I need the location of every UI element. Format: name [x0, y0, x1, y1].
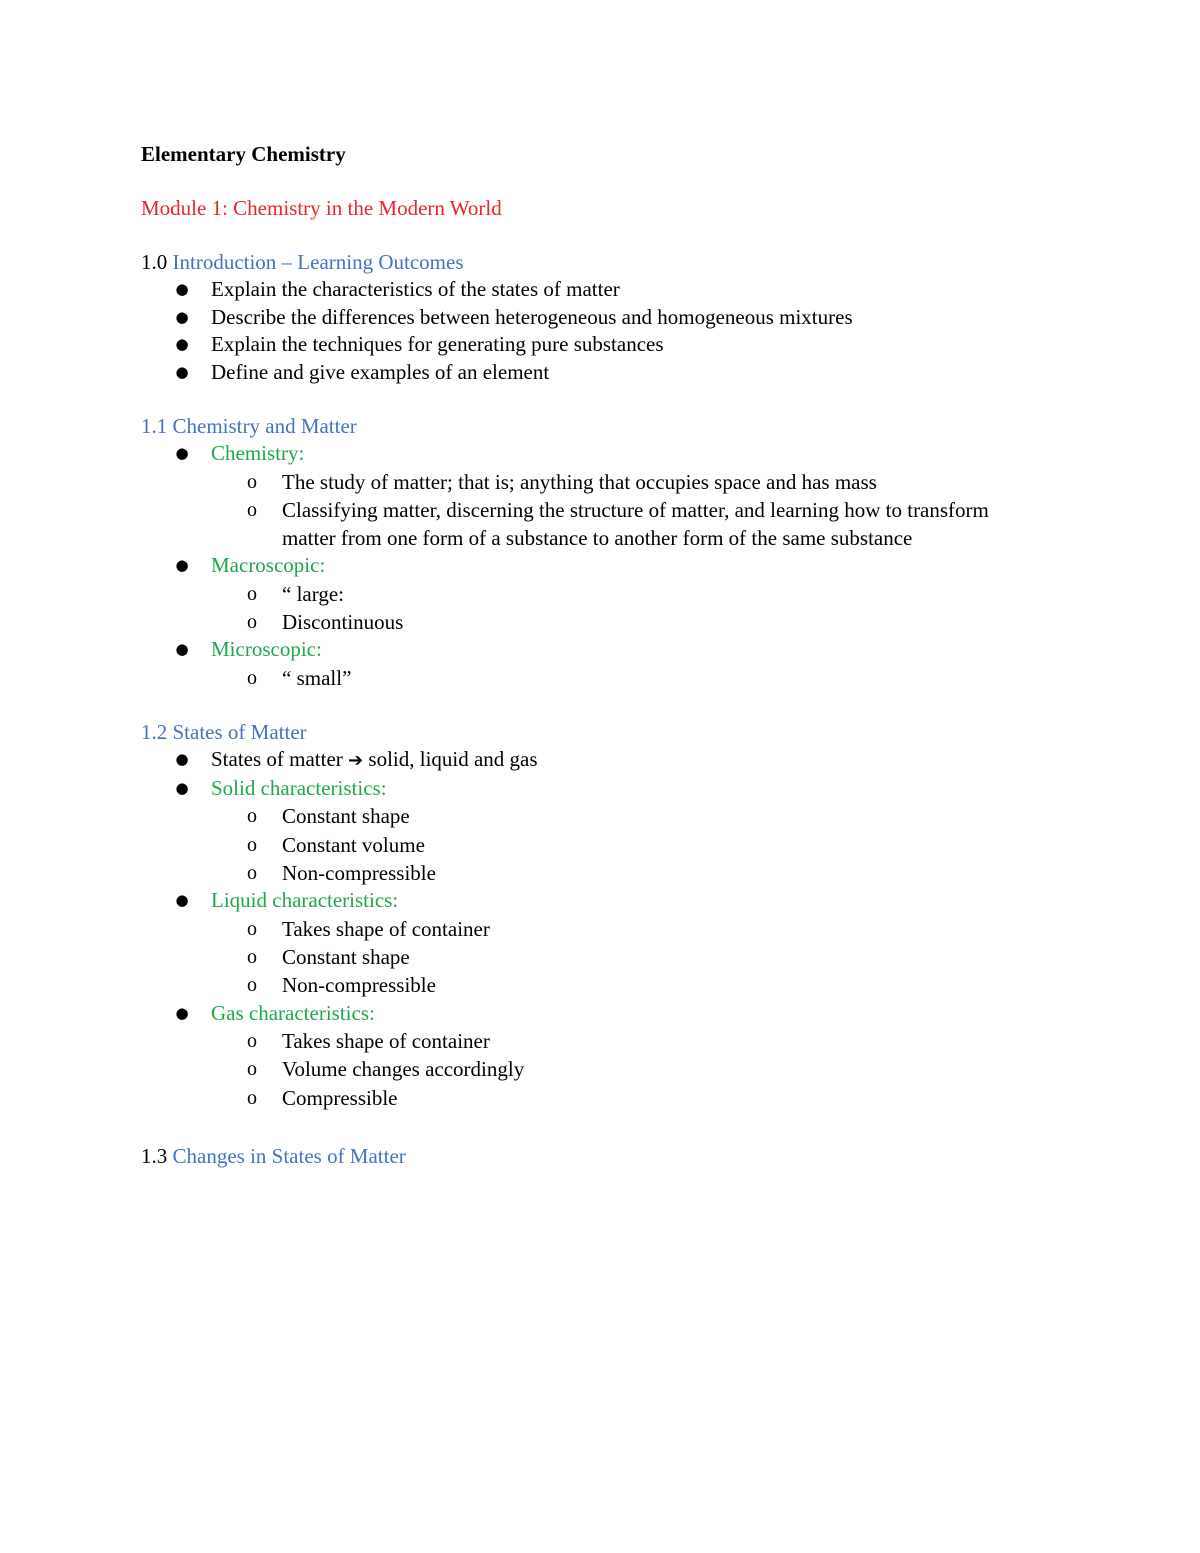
list-item	[141, 304, 1041, 332]
bullet-icon: ●	[175, 750, 189, 769]
section-title: States of Matter	[172, 720, 307, 745]
sub-list	[211, 580, 1041, 637]
section-heading-1-0	[141, 248, 1041, 276]
bullet-icon: ●	[175, 444, 189, 462]
section-title: Changes in States of Matter	[172, 1143, 406, 1168]
document-page	[141, 140, 1041, 1170]
sub-bullet-icon: o	[247, 498, 257, 521]
list-item	[141, 440, 1041, 552]
list-item	[141, 746, 1041, 775]
section-number: 1.3	[141, 1143, 168, 1168]
sub-bullet-icon: o	[247, 833, 257, 856]
sub-list-item	[211, 1027, 1041, 1055]
list-item	[141, 276, 1041, 304]
section-number: 1.2	[141, 720, 168, 745]
sub-list	[211, 468, 1041, 553]
learning-outcomes-list	[141, 276, 1041, 386]
bullet-icon: ●	[175, 307, 189, 326]
sub-list-item	[211, 915, 1041, 943]
list-item-text: Describe the differences between heterogeneous and homogeneous mixtures	[211, 304, 853, 329]
section-heading-1-1	[141, 412, 1041, 440]
sub-list-item-text: Takes shape of container	[282, 916, 490, 941]
sub-list-item	[211, 664, 1041, 692]
sub-list-item-text: “ small”	[282, 665, 352, 690]
sub-bullet-icon: o	[247, 1086, 257, 1109]
sub-bullet-icon: o	[247, 582, 257, 605]
sub-bullet-icon: o	[247, 1030, 257, 1053]
section-heading-1-3	[141, 1142, 1041, 1170]
bullet-icon: ●	[175, 1003, 189, 1022]
list-item	[141, 359, 1041, 387]
sub-list-item	[211, 831, 1041, 859]
section-heading-1-2	[141, 718, 1041, 746]
sub-bullet-icon: o	[247, 974, 257, 997]
term-label: Gas characteristics:	[211, 1000, 375, 1025]
sub-list-item	[211, 1084, 1041, 1112]
sub-list-item-text: Discontinuous	[282, 610, 404, 635]
arrow-right-icon: ➔	[348, 750, 364, 772]
list-item-text: States of matter	[211, 747, 343, 772]
sub-bullet-icon: o	[247, 666, 257, 689]
list-item-text: Define and give examples of an element	[211, 359, 550, 384]
sub-bullet-icon: o	[247, 805, 257, 828]
list-item	[141, 775, 1041, 887]
sub-bullet-icon: o	[247, 945, 257, 968]
list-item-text: Explain the characteristics of the states of matter	[211, 277, 620, 301]
sub-bullet-icon: o	[247, 861, 257, 884]
list-item-text: Explain the techniques for generating pure substances	[211, 332, 664, 356]
bullet-icon: ●	[175, 556, 189, 575]
sub-bullet-icon: o	[247, 1058, 257, 1081]
states-of-matter-list	[141, 746, 1041, 1112]
sub-list-item-text: Constant volume	[282, 832, 425, 857]
section-number: 1.1	[141, 414, 168, 438]
sub-list-item-text: Compressible	[282, 1085, 398, 1110]
sub-list-item	[211, 608, 1041, 636]
sub-list-item	[211, 859, 1041, 887]
sub-list-item	[211, 971, 1041, 999]
list-item-text: solid, liquid and gas	[368, 747, 538, 772]
list-item	[141, 636, 1041, 692]
list-item	[141, 552, 1041, 636]
list-item	[141, 1000, 1041, 1112]
sub-list-item-text: Classifying matter, discerning the structure of matter, and learning how to transform matter from one form of a substance to another form of the same substance	[282, 497, 989, 551]
sub-list-item-text: Constant shape	[282, 944, 410, 969]
sub-list-item-text: Takes shape of container	[282, 1029, 490, 1054]
chemistry-matter-list	[141, 440, 1041, 692]
sub-list	[211, 802, 1041, 887]
sub-list-item	[211, 1055, 1041, 1083]
sub-list-item-text: Constant shape	[282, 804, 410, 829]
section-number: 1.0	[141, 250, 168, 274]
document-title: Elementary Chemistry	[141, 142, 346, 166]
sub-bullet-icon: o	[247, 470, 257, 493]
sub-list	[211, 664, 1041, 692]
sub-list	[211, 1027, 1041, 1112]
sub-list-item-text: Non-compressible	[282, 973, 436, 998]
sub-list-item	[211, 468, 1041, 496]
bullet-icon: ●	[175, 335, 189, 353]
sub-list-item	[211, 802, 1041, 830]
bullet-icon: ●	[175, 640, 189, 659]
sub-list-item-text: Non-compressible	[282, 860, 436, 885]
sub-list-item	[211, 496, 1041, 553]
sub-list-item-text: The study of matter; that is; anything that occupies space and has mass	[282, 469, 877, 494]
sub-list-item-text: Volume changes accordingly	[282, 1057, 525, 1082]
term-label: Liquid characteristics:	[211, 888, 399, 913]
sub-bullet-icon: o	[247, 917, 257, 940]
sub-list	[211, 915, 1041, 1000]
sub-list-item-text: “ large:	[282, 581, 344, 606]
term-label: Microscopic:	[211, 637, 322, 662]
section-title: Introduction – Learning Outcomes	[172, 250, 464, 274]
bullet-icon: ●	[175, 362, 189, 381]
sub-list-item	[211, 580, 1041, 608]
bullet-icon: ●	[175, 280, 189, 298]
sub-bullet-icon: o	[247, 611, 257, 634]
bullet-icon: ●	[175, 891, 189, 910]
module-heading: Module 1: Chemistry in the Modern World	[141, 196, 502, 220]
sub-list-item	[211, 943, 1041, 971]
term-label: Macroscopic:	[211, 553, 326, 578]
list-item	[141, 887, 1041, 999]
term-label: Chemistry:	[211, 441, 305, 465]
term-label: Solid characteristics:	[211, 775, 387, 800]
bullet-icon: ●	[175, 778, 189, 797]
section-title: Chemistry and Matter	[172, 414, 357, 438]
list-item	[141, 331, 1041, 359]
